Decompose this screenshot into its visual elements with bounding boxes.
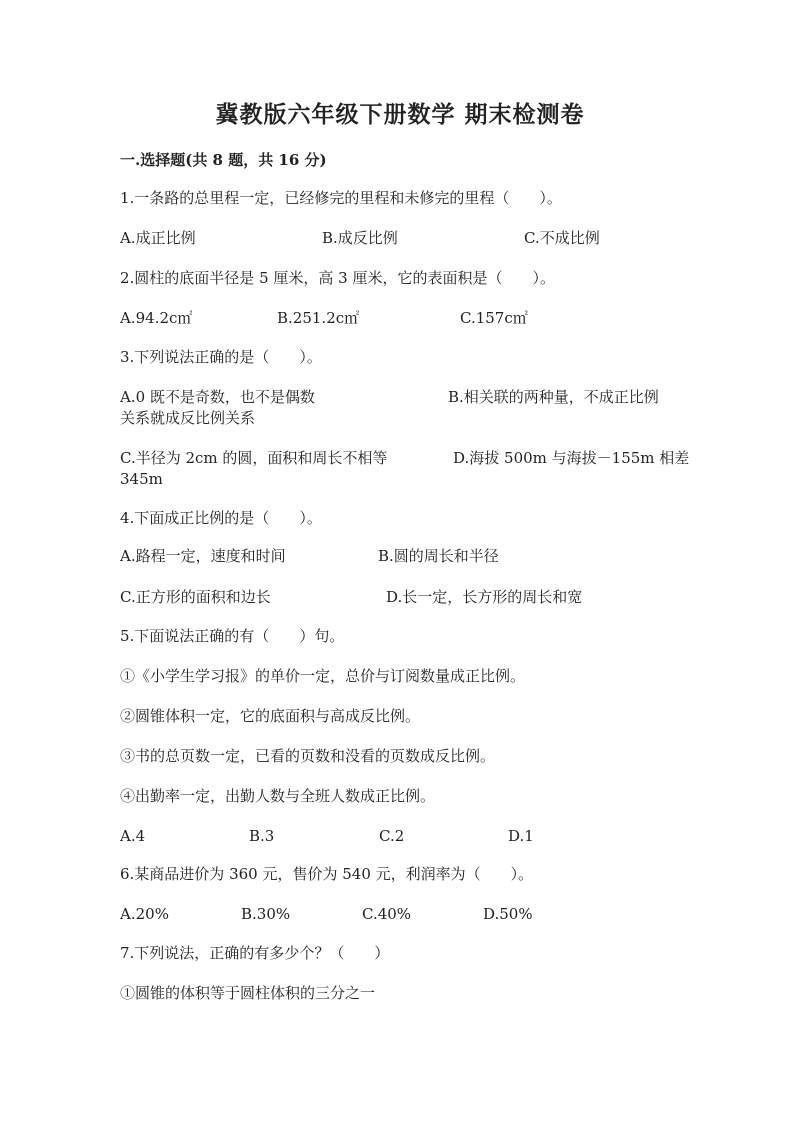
q3-option-d-continued: 345m [120,470,163,488]
q2-option-c: C.157c㎡ [460,309,528,327]
q5-option-b: B.3 [249,827,275,845]
question-2-stem: 2.圆柱的底面半径是 5 厘米，高 3 厘米，它的表面积是（ ）。 [120,269,555,287]
q6-option-a: A.20% [120,905,169,923]
section-heading: 一.选择题(共 8 题，共 16 分) [120,151,327,169]
q3-option-b: B.相关联的两种量，不成正比例 [448,388,659,406]
question-1-stem: 1.一条路的总里程一定，已经修完的里程和未修完的里程（ ）。 [120,189,562,207]
q4-option-d: D.长一定，长方形的周长和宽 [386,588,583,606]
q2-option-a: A.94.2c㎡ [120,309,193,327]
q3-option-a: A.0 既不是奇数，也不是偶数 [120,388,315,406]
q3-option-c: C.半径为 2cm 的圆，面积和周长不相等 [120,449,388,467]
q5-statement-3: ③书的总页数一定，已看的页数和没看的页数成反比例。 [120,747,496,765]
q1-option-c: C.不成比例 [524,229,600,247]
q2-option-b: B.251.2c㎡ [277,309,360,327]
q5-option-d: D.1 [508,827,534,845]
q3-option-b-continued: 关系就成反比例关系 [120,409,256,427]
question-5-stem: 5.下面说法正确的有（ ）句。 [120,627,345,645]
q4-option-c: C.正方形的面积和边长 [120,588,271,606]
question-3-stem: 3.下列说法正确的是（ ）。 [120,348,322,366]
q6-option-b: B.30% [241,905,291,923]
q5-statement-2: ②圆锥体积一定，它的底面积与高成反比例。 [120,707,421,725]
q1-option-b: B.成反比例 [322,229,398,247]
q1-option-a: A.成正比例 [120,229,196,247]
q5-statement-1: ①《小学生学习报》的单价一定，总价与订阅数量成正比例。 [120,667,526,685]
page-title: 冀教版六年级下册数学 期末检测卷 [215,101,585,128]
q5-statement-4: ④出勤率一定，出勤人数与全班人数成正比例。 [120,787,436,805]
q6-option-c: C.40% [362,905,412,923]
q7-statement-1: ①圆锥的体积等于圆柱体积的三分之一 [120,984,376,1002]
q6-option-d: D.50% [483,905,533,923]
q5-option-a: A.4 [120,827,146,845]
q4-option-b: B.圆的周长和半径 [378,547,499,565]
q5-option-c: C.2 [379,827,405,845]
question-4-stem: 4.下面成正比例的是（ ）。 [120,509,322,527]
question-7-stem: 7.下列说法，正确的有多少个？（ ） [120,944,390,962]
question-6-stem: 6.某商品进价为 360 元，售价为 540 元，利润率为（ ）。 [120,865,534,883]
q3-option-d: D.海拔 500m 与海拔－155m 相差 [453,449,690,467]
q4-option-a: A.路程一定，速度和时间 [120,547,286,565]
